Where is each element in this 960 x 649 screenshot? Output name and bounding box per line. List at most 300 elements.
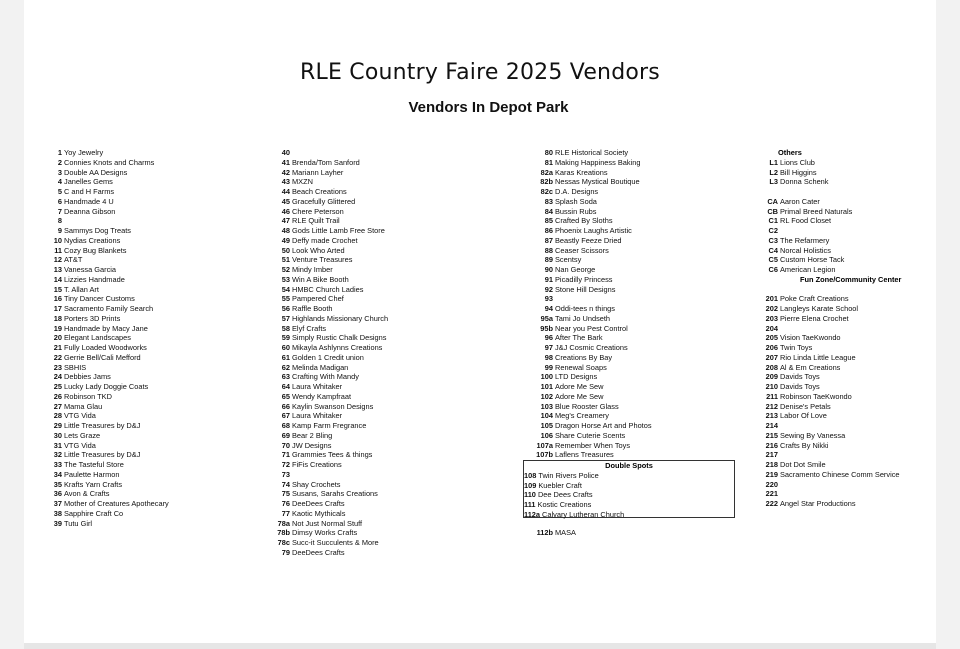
vendor-number: 92 [544, 284, 553, 294]
vendor-number: 88 [544, 245, 553, 255]
vendor-column-1 [24, 148, 169, 528]
list-item [748, 304, 901, 314]
vendor-number: 104 [540, 411, 553, 421]
list-item [24, 450, 169, 460]
list-item [748, 402, 901, 412]
vendor-name: Venture Treasures [292, 255, 353, 265]
vendor-name: SBHIS [64, 362, 87, 372]
vendor-number: 29 [53, 421, 62, 430]
vendor-name: Mindy Imber [292, 265, 333, 274]
vendor-name: MXZN [292, 177, 313, 187]
vendor-number: 37 [53, 499, 62, 508]
vendor-column-4 [748, 148, 901, 509]
vendor-number: 53 [281, 274, 290, 284]
list-item [523, 265, 652, 275]
list-item [748, 470, 901, 480]
list-item [24, 207, 169, 217]
vendor-number: 81 [544, 157, 553, 167]
vendor-number: 40 [281, 148, 290, 157]
vendor-name: Handmade 4 U [64, 196, 114, 206]
vendor-name: Bill Higgins [780, 167, 817, 177]
vendor-name: Cozy Bug Blankets [64, 245, 127, 255]
vendor-number: 204 [765, 323, 778, 333]
list-item [260, 519, 388, 529]
vendor-name: Dragon Horse Art and Photos [555, 421, 652, 430]
vendor-name: Robinson TKD [64, 391, 112, 401]
vendor-name: FiFis Creations [292, 460, 342, 469]
vendor-number: 103 [540, 401, 553, 411]
vendor-number: 24 [53, 372, 62, 382]
vendor-name: Little Treasures by D&J [64, 421, 141, 430]
vendor-name: AT&T [64, 255, 83, 265]
list-item [260, 450, 388, 460]
vendor-name: The Refarmery [780, 235, 830, 245]
list-item [748, 421, 901, 431]
list-item [748, 411, 901, 421]
vendor-number: 214 [765, 421, 778, 430]
vendor-number: 45 [281, 196, 290, 206]
vendor-number: 100 [540, 372, 553, 382]
vendor-number: 23 [53, 362, 62, 372]
vendor-number: 69 [281, 430, 290, 440]
vendor-name: Stone Hill Designs [555, 284, 616, 294]
list-item [260, 158, 388, 168]
vendor-number: CB [767, 206, 778, 216]
vendor-name: Debbies Jams [64, 372, 111, 382]
vendor-number: 56 [281, 304, 290, 313]
list-item [24, 392, 169, 402]
vendor-name: T. Allan Art [64, 284, 99, 294]
vendor-number: 94 [544, 304, 553, 313]
vendor-number: 211 [766, 391, 778, 401]
vendor-name: The Tasteful Store [64, 460, 124, 469]
vendor-name: VTG Vida [64, 440, 96, 450]
list-item [260, 207, 388, 217]
vendor-number: 93 [544, 294, 553, 304]
vendor-name: Lions Club [780, 157, 815, 167]
vendor-number: 83 [544, 196, 553, 206]
list-item [260, 343, 388, 353]
vendor-number: 3 [57, 167, 62, 177]
list-item [524, 500, 734, 510]
vendor-name: Raffle Booth [292, 304, 333, 313]
vendor-number: 52 [281, 265, 290, 274]
list-item [748, 431, 901, 441]
vendor-number: 26 [53, 391, 62, 401]
list-item [523, 275, 652, 285]
vendor-name: Poke Craft Creations [780, 294, 849, 304]
funzone-list [748, 294, 901, 509]
vendor-number: 16 [53, 294, 62, 304]
list-item [748, 265, 901, 275]
vendor-number: C6 [768, 265, 778, 274]
list-item [523, 255, 652, 265]
vendor-name: Brenda/Tom Sanford [292, 157, 360, 167]
vendor-number: 19 [53, 323, 62, 333]
vendor-name: Kaotic Mythicals [292, 508, 346, 518]
vendor-number: 38 [53, 508, 62, 518]
vendor-name: Vanessa Garcia [64, 265, 117, 274]
vendor-name: Splash Soda [555, 196, 597, 206]
list-item [24, 460, 169, 470]
vendor-name: Pampered Chef [292, 294, 344, 304]
list-item [523, 216, 652, 226]
vendor-number: 13 [53, 265, 62, 274]
vendor-number: C5 [768, 255, 778, 265]
vendor-name: Dot Dot Smile [780, 460, 826, 469]
vendor-number: L1 [769, 157, 778, 167]
list-item [748, 460, 901, 470]
vendor-name: Sacramento Chinese Comm Service [780, 469, 900, 479]
vendor-column-3 [523, 148, 652, 460]
vendor-name: Lets Graze [64, 430, 101, 440]
vendor-number: 208 [765, 362, 778, 372]
vendor-name: Gods Little Lamb Free Store [292, 226, 385, 235]
vendor-name: Aaron Cater [780, 196, 820, 206]
vendor-name: RLE Quilt Trail [292, 216, 340, 226]
list-item [24, 216, 169, 226]
list-item [260, 489, 388, 499]
vendor-name: Scentsy [555, 255, 582, 265]
vendor-number: 70 [281, 440, 290, 450]
vendor-name: Sacramento Family Search [64, 304, 154, 313]
vendor-name: Mama Glau [64, 401, 103, 411]
list-item [260, 402, 388, 412]
vendor-name: Crafts By Nikki [780, 440, 829, 450]
vendor-name: Shay Crochets [292, 479, 341, 489]
others-list-2 [748, 197, 901, 275]
vendor-name: Picadilly Princess [555, 274, 613, 284]
vendor-name: Avon & Crafts [64, 489, 110, 499]
list-item [260, 509, 388, 519]
vendor-number: 213 [765, 411, 778, 421]
vendor-name: Twin Rivers Police [538, 470, 599, 480]
vendor-number: 21 [53, 343, 62, 352]
vendor-number: 1 [57, 148, 62, 157]
list-item [748, 392, 901, 402]
list-item [523, 226, 652, 236]
list-item [24, 441, 169, 451]
vendor-number: 61 [281, 352, 290, 362]
list-item [24, 411, 169, 421]
vendor-number: 44 [281, 187, 290, 196]
vendor-number: 75 [281, 489, 290, 499]
vendor-name: Deffy made Crochet [292, 235, 358, 245]
vendor-number: 210 [765, 382, 778, 391]
vendor-number: 212 [765, 401, 778, 411]
list-item [523, 236, 652, 246]
list-item [24, 382, 169, 392]
list-item [260, 363, 388, 373]
vendor-number: 41 [281, 157, 290, 167]
vendor-number: 217 [765, 450, 778, 460]
list-item [24, 265, 169, 275]
vendor-number: 60 [281, 343, 290, 352]
vendor-name: Primal Breed Naturals [780, 206, 853, 216]
vendor-number: 4 [57, 177, 62, 187]
vendor-number: 11 [54, 245, 62, 255]
vendor-name: Denise's Petals [780, 401, 831, 411]
vendor-name: HMBC Church Ladies [292, 284, 364, 294]
vendor-name: Adore Me Sew [555, 382, 604, 391]
vendor-name: C and H Farms [64, 187, 115, 196]
list-item [523, 158, 652, 168]
vendor-number: 205 [765, 333, 778, 343]
vendor-number: 78c [277, 538, 290, 547]
vendor-number: 15 [53, 284, 62, 294]
vendor-name: Angel Star Productions [780, 499, 856, 508]
list-item [523, 207, 652, 217]
vendor-number: 51 [281, 255, 290, 265]
list-item [260, 411, 388, 421]
vendor-number: L2 [769, 167, 778, 177]
vendor-number: 79 [281, 547, 290, 557]
vendor-number: 203 [765, 313, 778, 323]
vendor-name: Ceaser Scissors [555, 245, 609, 255]
list-item [260, 538, 388, 548]
vendor-name: Adore Me Sew [555, 391, 604, 401]
vendor-number: 36 [53, 489, 62, 499]
list-item [260, 392, 388, 402]
vendor-number: 82b [540, 177, 553, 187]
vendor-name: J&J Cosmic Creations [555, 343, 628, 352]
vendor-number: 35 [53, 479, 62, 489]
list-item [260, 333, 388, 343]
list-item [260, 255, 388, 265]
list-item [260, 528, 388, 538]
list-item [260, 499, 388, 509]
vendor-name: After The Bark [555, 333, 603, 343]
list-item [523, 333, 652, 343]
vendor-number: 106 [540, 430, 553, 440]
vendor-name: Porters 3D Prints [64, 313, 121, 323]
list-item [24, 226, 169, 236]
list-item [260, 216, 388, 226]
vendor-number: 32 [53, 450, 62, 460]
vendor-number: 68 [281, 421, 290, 430]
list-item [523, 372, 652, 382]
list-item [523, 285, 652, 295]
vendor-number: 220 [765, 479, 778, 489]
vendor-number: 43 [281, 177, 290, 187]
vendor-name: Connies Knots and Charms [64, 157, 155, 167]
vendor-name: Pierre Elena Crochet [780, 313, 849, 323]
vendor-number: 71 [281, 450, 290, 460]
list-item [24, 168, 169, 178]
vendor-number: 50 [281, 245, 290, 255]
double-spots-box [523, 460, 735, 518]
list-item [24, 333, 169, 343]
list-item [24, 470, 169, 480]
list-item [523, 294, 652, 304]
vendor-name: Highlands Missionary Church [292, 313, 389, 323]
vendor-number: C3 [768, 235, 778, 245]
vendor-number: C1 [768, 216, 778, 226]
list-item [260, 470, 388, 480]
vendor-name: Custom Horse Tack [780, 255, 845, 265]
list-item [523, 314, 652, 324]
vendor-name: Crafted By Sloths [555, 216, 613, 226]
vendor-number: 98 [544, 352, 553, 362]
vendor-name: Laura Whitaker [292, 382, 343, 391]
vendor-number: 111 [524, 500, 536, 509]
list-item [748, 489, 901, 499]
list-item [260, 236, 388, 246]
vendor-name: Laura Whitaker [292, 411, 343, 421]
vendor-number: 73 [281, 469, 290, 479]
vendor-number: 77 [281, 508, 290, 518]
vendor-number: 27 [53, 401, 62, 411]
vendor-number: 57 [281, 313, 290, 323]
list-item [24, 372, 169, 382]
list-item [24, 255, 169, 265]
vendor-name: Gerrie Bell/Cali Mefford [64, 352, 141, 362]
list-item [523, 421, 652, 431]
vendor-number: 101 [540, 382, 553, 391]
vendor-number: 7 [57, 206, 62, 216]
list-item [523, 187, 652, 197]
vendor-number: 206 [765, 343, 778, 352]
vendor-name: JW Designs [292, 440, 332, 450]
list-item [24, 294, 169, 304]
spacer [748, 285, 901, 295]
vendor-number: 39 [53, 518, 62, 528]
list-item [24, 509, 169, 519]
vendor-name: Yoy Jewelry [64, 148, 104, 157]
list-item [748, 324, 901, 334]
list-item [24, 236, 169, 246]
vendor-name: Elegant Landscapes [64, 333, 131, 343]
vendor-number: C2 [768, 226, 778, 235]
list-item [24, 177, 169, 187]
vendor-number: 55 [281, 294, 290, 304]
vendor-name: Golden 1 Credit union [292, 352, 364, 362]
list-item [24, 187, 169, 197]
list-item [24, 197, 169, 207]
vendor-name: Tutu Girl [64, 518, 93, 528]
vendor-number: 74 [281, 479, 290, 489]
vendor-name: Al & Em Creations [780, 362, 841, 372]
vendor-name: D.A. Designs [555, 187, 599, 196]
vendor-number: 28 [53, 411, 62, 421]
list-item [260, 168, 388, 178]
vendor-number: 66 [281, 401, 290, 411]
vendor-number: 201 [765, 294, 778, 304]
vendor-number: 108 [524, 470, 537, 480]
vendor-number: 42 [281, 167, 290, 177]
list-item [24, 246, 169, 256]
vendor-number: 76 [281, 499, 290, 508]
vendor-number: 48 [281, 226, 290, 235]
vendor-name: Beach Creations [292, 187, 347, 196]
list-item [260, 382, 388, 392]
vendor-number: 90 [544, 265, 553, 274]
vendor-number: 72 [281, 460, 290, 469]
vendor-name: Handmade by Macy Jane [64, 323, 148, 333]
list-item [523, 148, 652, 158]
vendor-column-3-extra [523, 528, 576, 538]
vendor-name: Donna Schenk [780, 177, 829, 187]
list-item [748, 246, 901, 256]
vendor-name: Chere Peterson [292, 206, 344, 216]
list-item [24, 431, 169, 441]
vendor-number: 18 [53, 313, 62, 323]
list-item [24, 363, 169, 373]
list-item [260, 314, 388, 324]
vendor-name: Crafting With Mandy [292, 372, 359, 382]
vendor-number: 107b [536, 450, 553, 460]
vendor-number: 209 [765, 372, 778, 382]
list-item [523, 411, 652, 421]
vendor-name: LTD Designs [555, 372, 598, 382]
document-page [24, 0, 936, 643]
vendor-number: 202 [765, 304, 778, 313]
vendor-number: 5 [57, 187, 62, 196]
vendor-number: L3 [769, 177, 778, 187]
vendor-number: 12 [53, 255, 62, 265]
list-item [748, 372, 901, 382]
list-item [748, 499, 901, 509]
vendor-name: Fully Loaded Woodworks [64, 343, 147, 352]
list-item [260, 441, 388, 451]
vendor-number: 221 [765, 489, 778, 499]
list-item [748, 226, 901, 236]
list-item [260, 177, 388, 187]
list-item [748, 480, 901, 490]
list-item [260, 285, 388, 295]
vendor-name: Sewing By Vanessa [780, 430, 846, 440]
vendor-name: Not Just Normal Stuff [292, 518, 363, 528]
vendor-number: 219 [765, 469, 778, 479]
vendor-name: Kuebler Craft [538, 480, 582, 490]
list-item [260, 226, 388, 236]
page-title: RLE Country Faire 2025 Vendors [300, 60, 660, 85]
vendor-number: 84 [544, 206, 553, 216]
vendor-number: 10 [53, 235, 62, 245]
vendor-number: 25 [53, 382, 62, 391]
vendor-name: Kaylin Swanson Designs [292, 401, 374, 411]
list-item [260, 148, 388, 158]
list-item [24, 343, 169, 353]
vendor-name: RLE Historical Society [555, 148, 629, 157]
vendor-name: Krafts Yarn Crafts [64, 479, 123, 489]
list-item [24, 402, 169, 412]
vendor-name: Paulette Harmon [64, 469, 120, 479]
list-item [24, 285, 169, 295]
vendor-name: Meg's Creamery [555, 411, 609, 421]
list-item [523, 246, 652, 256]
vendor-name: DeeDees Crafts [292, 547, 345, 557]
list-item [24, 499, 169, 509]
vendor-name: Karas Kreations [555, 167, 608, 177]
vendor-number: 67 [281, 411, 290, 421]
list-item [24, 421, 169, 431]
list-item [524, 471, 734, 481]
vendor-name: Calvary Lutheran Church [542, 509, 625, 519]
others-header: Others [778, 148, 802, 157]
vendor-number: 34 [53, 469, 62, 479]
list-item [24, 480, 169, 490]
vendor-name: Phoenix Laughs Artistic [555, 226, 632, 235]
list-item [260, 294, 388, 304]
vendor-number: 62 [281, 362, 290, 372]
list-item [523, 392, 652, 402]
vendor-name: Janelles Gems [64, 177, 113, 187]
vendor-name: Share Cuterie Scents [555, 430, 626, 440]
list-item [260, 265, 388, 275]
vendor-number: 95a [540, 313, 553, 323]
list-item [260, 187, 388, 197]
